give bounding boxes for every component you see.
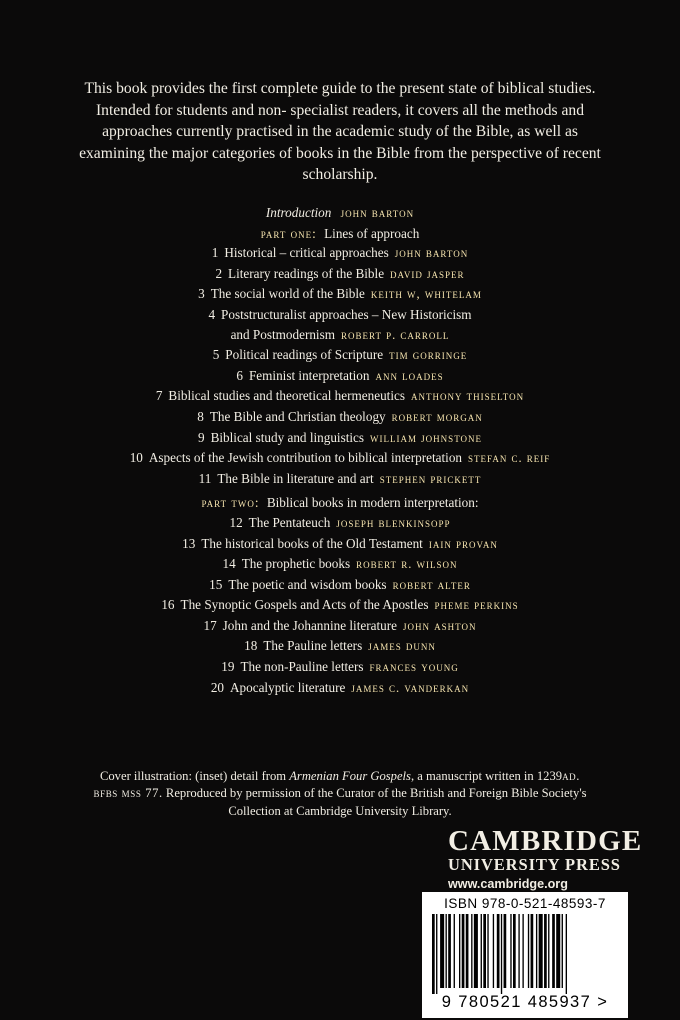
toc-chapter: [0, 513, 680, 534]
barcode-bar: [459, 914, 460, 988]
chapter-author: stefan c. reif: [468, 451, 551, 466]
publisher-url: www.cambridge.org: [448, 877, 568, 891]
part-two-title: Biblical books in modern interpretation:: [266, 495, 479, 511]
barcode-bar: [474, 914, 478, 988]
barcode-bar: [562, 914, 563, 988]
chapter-title-continued: and Postmodernism: [230, 326, 335, 342]
barcode-bar: [493, 914, 494, 988]
part-one-chapter-list: [0, 243, 680, 489]
barcode-bar: [487, 914, 488, 988]
toc-chapter: [0, 595, 680, 616]
toc-introduction: [0, 203, 680, 224]
chapter-title: Literary readings of the Bible: [228, 265, 385, 281]
chapter-author: frances young: [369, 660, 459, 675]
chapter-title: The prophetic books: [241, 556, 351, 572]
isbn-barcode-box: [422, 892, 628, 1018]
chapter-title: Aspects of the Jewish contribution to biblical interpretation: [148, 450, 463, 466]
chapter-number: 14: [222, 556, 236, 572]
chapter-number: 8: [197, 408, 204, 424]
chapter-author: anthony thiselton: [411, 389, 525, 404]
chapter-author: pheme perkins: [434, 598, 519, 613]
barcode-bar: [436, 914, 437, 994]
chapter-number: 19: [221, 659, 235, 675]
barcode-bar: [544, 914, 547, 988]
barcode-bar: [471, 914, 472, 988]
chapter-author: robert morgan: [391, 409, 483, 424]
chapter-title: Historical – critical approaches: [224, 245, 389, 261]
toc-chapter: [0, 407, 680, 428]
chapter-number: 20: [210, 679, 225, 695]
barcode-bar: [518, 914, 519, 988]
chapter-number: 2: [215, 265, 223, 281]
toc-chapter: [0, 386, 680, 407]
toc-chapter: [0, 345, 680, 366]
chapter-number: 6: [236, 367, 243, 383]
chapter-author: keith w, whitelam: [370, 287, 482, 302]
part-two-label: part two:: [201, 495, 260, 511]
barcode-bar: [539, 914, 543, 988]
chapter-number: 7: [155, 388, 163, 404]
barcode-bar: [462, 914, 465, 988]
toc-chapter: [0, 678, 680, 699]
chapter-author: john barton: [394, 246, 469, 261]
chapter-title: Biblical study and linguistics: [210, 429, 365, 445]
credit-suffix1: , a manuscript written in 1239: [410, 769, 563, 783]
chapter-title: The social world of the Bible: [210, 286, 365, 302]
barcode-bar: [548, 914, 549, 988]
chapter-author: james c. vanderkan: [351, 680, 470, 695]
chapter-number: 1: [211, 245, 219, 261]
toc-chapter: [0, 469, 680, 490]
barcode-bar: [481, 914, 482, 988]
barcode-bar: [448, 914, 451, 988]
chapter-author: iain provan: [428, 536, 498, 551]
chapter-title: The poetic and wisdom books: [228, 576, 387, 592]
part-one-label: part one:: [260, 225, 317, 241]
chapter-title: Biblical studies and theoretical hermeneutics: [168, 388, 405, 404]
chapter-author: tim gorringe: [389, 348, 468, 363]
chapter-title: Apocalyptic literature: [230, 679, 346, 695]
barcode-bar: [510, 914, 511, 988]
barcode-bar: [556, 914, 560, 988]
publisher-name: CAMBRIDGE: [448, 825, 643, 857]
chapter-author: ann loades: [375, 368, 444, 383]
credit-era: ad. bfbs mss 77.: [93, 769, 581, 801]
chapter-number: 11: [198, 470, 212, 486]
barcode-bar: [497, 914, 500, 988]
chapter-author: stephen prickett: [379, 471, 482, 486]
blurb-paragraph: This book provides the first complete guide to the present state of biblical studies. Intended for students and non- specialist readers, it covers all the methods and approaches currently practised in the academic study of the Bible, as well as examining the major categories of books in the Bible from the perspective of recent scholarship.: [79, 80, 601, 184]
intro-title: Introduction: [265, 205, 332, 220]
barcode-bar: [536, 914, 537, 988]
toc-chapter: [0, 575, 680, 596]
chapter-author: robert alter: [392, 577, 471, 592]
barcode-icon: [430, 914, 620, 994]
chapter-author: joseph blenkinsopp: [336, 515, 451, 530]
chapter-title: The Pauline letters: [263, 638, 363, 654]
credit-suffix2: Reproduced by permission of the Curator of the British and Foreign Bible Society's Collection at Cambridge University Library.: [165, 786, 587, 818]
chapter-number: 9: [197, 429, 205, 445]
chapter-author: john ashton: [403, 618, 477, 633]
barcode-bar: [528, 914, 529, 988]
chapter-title: The Bible in literature and art: [217, 470, 374, 486]
table-of-contents: [0, 203, 680, 698]
barcode-bar: [531, 914, 534, 988]
chapter-title: John and the Johannine literature: [222, 617, 397, 633]
cover-credit: [90, 768, 590, 820]
toc-chapter-continued: [0, 325, 680, 346]
intro-author: john barton: [340, 206, 415, 220]
barcode-digits: 9 780521 485937 >: [441, 993, 609, 1011]
chapter-title: The Synoptic Gospels and Acts of the Apostles: [180, 597, 429, 613]
chapter-number: 10: [129, 450, 143, 466]
chapter-title: The historical books of the Old Testament: [201, 535, 423, 551]
barcode-bar: [454, 914, 455, 988]
isbn-label: ISBN 978-0-521-48593-7: [444, 896, 606, 911]
chapter-title: Political readings of Scripture: [225, 347, 384, 363]
chapter-number: 18: [244, 638, 258, 654]
chapter-number: 13: [182, 535, 196, 551]
toc-chapter: [0, 264, 680, 285]
publisher-press: UNIVERSITY PRESS: [448, 855, 621, 874]
toc-chapter: [0, 534, 680, 555]
toc-chapter: [0, 366, 680, 387]
toc-chapter: [0, 554, 680, 575]
chapter-author: david jasper: [390, 266, 465, 281]
part-two-chapter-list: [0, 513, 680, 698]
toc-chapter: [0, 284, 680, 305]
chapter-title: Feminist interpretation: [248, 367, 370, 383]
barcode-bar: [466, 914, 469, 988]
barcode-bar: [440, 914, 444, 988]
chapter-author: robert r. wilson: [356, 557, 458, 572]
chapter-number: 12: [229, 514, 243, 530]
chapter-number: 5: [212, 347, 220, 363]
part-one-title: Lines of approach: [324, 225, 420, 241]
toc-chapter: [0, 657, 680, 678]
toc-chapter: [0, 428, 680, 449]
chapter-number: 16: [161, 597, 175, 613]
toc-chapter: [0, 243, 680, 264]
publisher-block: [448, 825, 643, 891]
chapter-number: 15: [209, 576, 223, 592]
toc-chapter: [0, 305, 680, 325]
barcode-bar: [566, 914, 567, 994]
barcode-bar: [522, 914, 523, 988]
part-two-heading: [0, 493, 680, 513]
toc-chapter: [0, 636, 680, 657]
barcode-bar: [552, 914, 555, 988]
part-one-heading: [0, 224, 680, 244]
chapter-title: Poststructuralist approaches – New Historicism: [221, 306, 472, 322]
chapter-title: The Pentateuch: [248, 514, 331, 530]
chapter-author: william johnstone: [370, 430, 483, 445]
barcode-bar: [501, 914, 502, 994]
barcode-bar: [504, 914, 507, 988]
chapter-title: The Bible and Christian theology: [209, 408, 386, 424]
barcode-bar: [446, 914, 447, 988]
barcode-bar: [513, 914, 516, 988]
chapter-author: james dunn: [368, 639, 436, 654]
barcode-bar: [483, 914, 486, 988]
chapter-number: 3: [198, 286, 205, 302]
chapter-number: 17: [203, 617, 217, 633]
credit-work: Armenian Four Gospels: [289, 769, 411, 783]
toc-chapter: [0, 616, 680, 637]
toc-chapter: [0, 448, 680, 469]
barcode-bar: [432, 914, 435, 994]
chapter-author: robert p. carroll: [340, 327, 450, 342]
chapter-title: The non-Pauline letters: [240, 659, 364, 675]
credit-prefix: Cover illustration: (inset) detail from: [99, 769, 287, 783]
chapter-number: 4: [208, 306, 216, 322]
